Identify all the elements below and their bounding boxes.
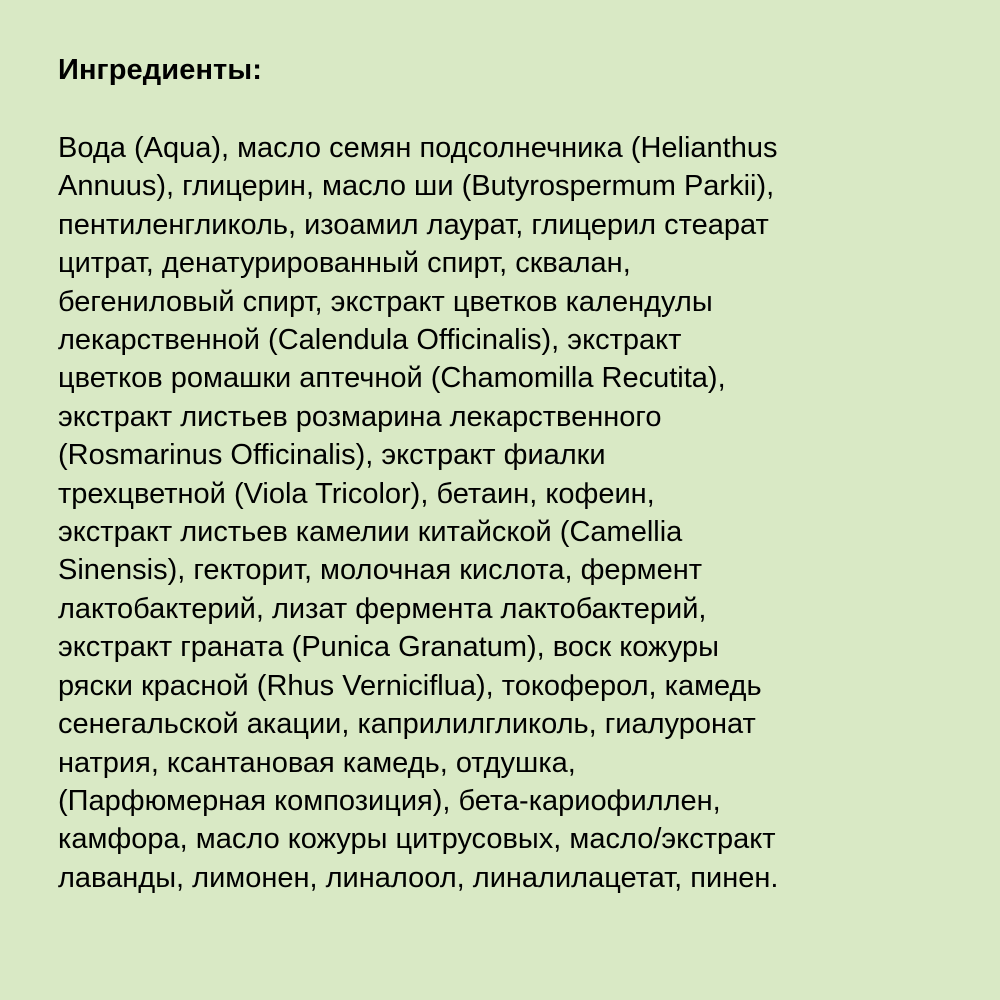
ingredients-list — [58, 129, 998, 897]
ingredients-line: лекарственной (Calendula Officinalis), экстракт — [58, 324, 682, 357]
ingredients-line: пентиленгликоль, изоамил лаурат, глицерил стеарат — [58, 208, 769, 241]
ingredients-line: цветков ромашки аптечной (Chamomilla Recutita), — [58, 362, 726, 395]
ingredients-line: (Парфюмерная композиция), бета-кариофиллен, — [58, 784, 721, 817]
ingredients-line: цитрат, денатурированный спирт, сквалан, — [58, 247, 631, 280]
ingredients-line: Annuus), глицерин, масло ши (Butyrospermum Parkii), — [58, 170, 775, 203]
ingredients-line: трехцветной (Viola Tricolor), бетаин, кофеин, — [58, 477, 655, 510]
ingredients-line: экстракт граната (Punica Granatum), воск кожуры — [58, 631, 719, 664]
ingredients-line: сенегальской акации, каприлилгликоль, гиалуронат — [58, 708, 756, 741]
ingredients-line: бегениловый спирт, экстракт цветков календулы — [58, 285, 713, 318]
ingredients-line: (Rosmarinus Officinalis), экстракт фиалки — [58, 439, 606, 472]
ingredients-line: экстракт листьев камелии китайской (Camellia — [58, 516, 683, 549]
ingredients-line: экстракт листьев розмарина лекарственного — [58, 400, 662, 433]
ingredients-line: Вода (Aqua), масло семян подсолнечника (Helianthus — [58, 132, 778, 164]
ingredients-heading: Ингредиенты: — [58, 54, 262, 86]
ingredients-line: ряски красной (Rhus Verniciflua), токоферол, камедь — [58, 669, 762, 702]
ingredients-line: камфора, масло кожуры цитрусовых, масло/экстракт — [58, 823, 776, 856]
ingredients-line: лактобактерий, лизат фермента лактобактерий, — [58, 592, 707, 625]
ingredients-line: лаванды, лимонен, линалоол, линалилацетат, пинен. — [58, 861, 779, 894]
ingredients-line: натрия, ксантановая камедь, отдушка, — [58, 746, 576, 779]
ingredients-line: Sinensis), гекторит, молочная кислота, фермент — [58, 554, 703, 587]
